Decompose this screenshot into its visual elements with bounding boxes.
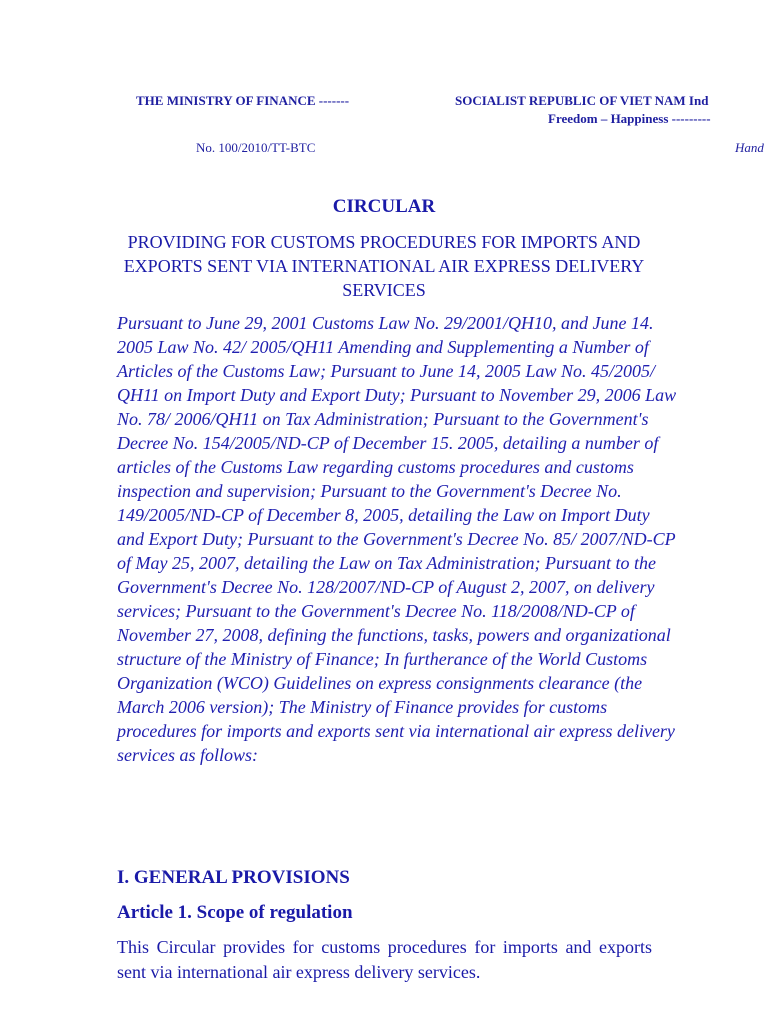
preamble-text: Pursuant to June 29, 2001 Customs Law No. 29/2001/QH10, and June 14. 2005 Law No. 42/ 2005/QH11 Amending and Supplementing a Number of Articles of the Customs Law; Pursuant to June 14, 2005 Law No. 45/2005/ QH11 on Import Duty and Export Duty; Pursuant to November 29, 2006 Law No. 78/ 2006/QH11 on Tax Administration; Pursuant to the Government's Decree No. 154/2005/ND-CP of December 15. 2005, detailing a number of articles of the Customs Law regarding customs procedures and customs inspection and supervision; Pursuant to the Government's Decree No. 149/2005/ND-CP of December 8, 2005, detailing the Law on Import Duty and Export Duty; Pursuant to the Government's Decree No. 85/ 2007/ND-CP of May 25, 2007, detailing the Law on Tax Administration; Pursuant to the Government's Decree No. 128/2007/ND-CP of August 2, 2007, on delivery services; Pursuant to the Government's Decree No. 118/2008/ND-CP of November 27, 2008, defining the functions, tasks, powers and organizational structure of the Ministry of Finance; In furtherance of the World Customs Organization (WCO) Guidelines on express consignments clearance (the March 2006 version); The Ministry of Finance provides for customs procedures for imports and exports sent via international air express delivery services as follows:: [117, 313, 677, 765]
article-heading: Article 1. Scope of regulation: [117, 902, 353, 923]
article-text: This Circular provides for customs procedures for imports and exports sent via international air express delivery services.: [117, 937, 652, 982]
document-number: No. 100/2010/TT-BTC: [196, 140, 316, 155]
section-heading: I. GENERAL PROVISIONS: [117, 867, 350, 888]
place-date: Hand: [735, 140, 764, 155]
document-subtitle: PROVIDING FOR CUSTOMS PROCEDURES FOR IMPORTS AND EXPORTS SENT VIA INTERNATIONAL AIR EXPRESS DELIVERY SERVICES: [123, 232, 645, 300]
document-title: CIRCULAR: [332, 196, 436, 217]
republic-header: SOCIALIST REPUBLIC OF VIET NAM Ind: [455, 93, 709, 108]
ministry-header: THE MINISTRY OF FINANCE -------: [136, 93, 350, 108]
motto-header: Freedom – Happiness ---------: [548, 111, 711, 126]
